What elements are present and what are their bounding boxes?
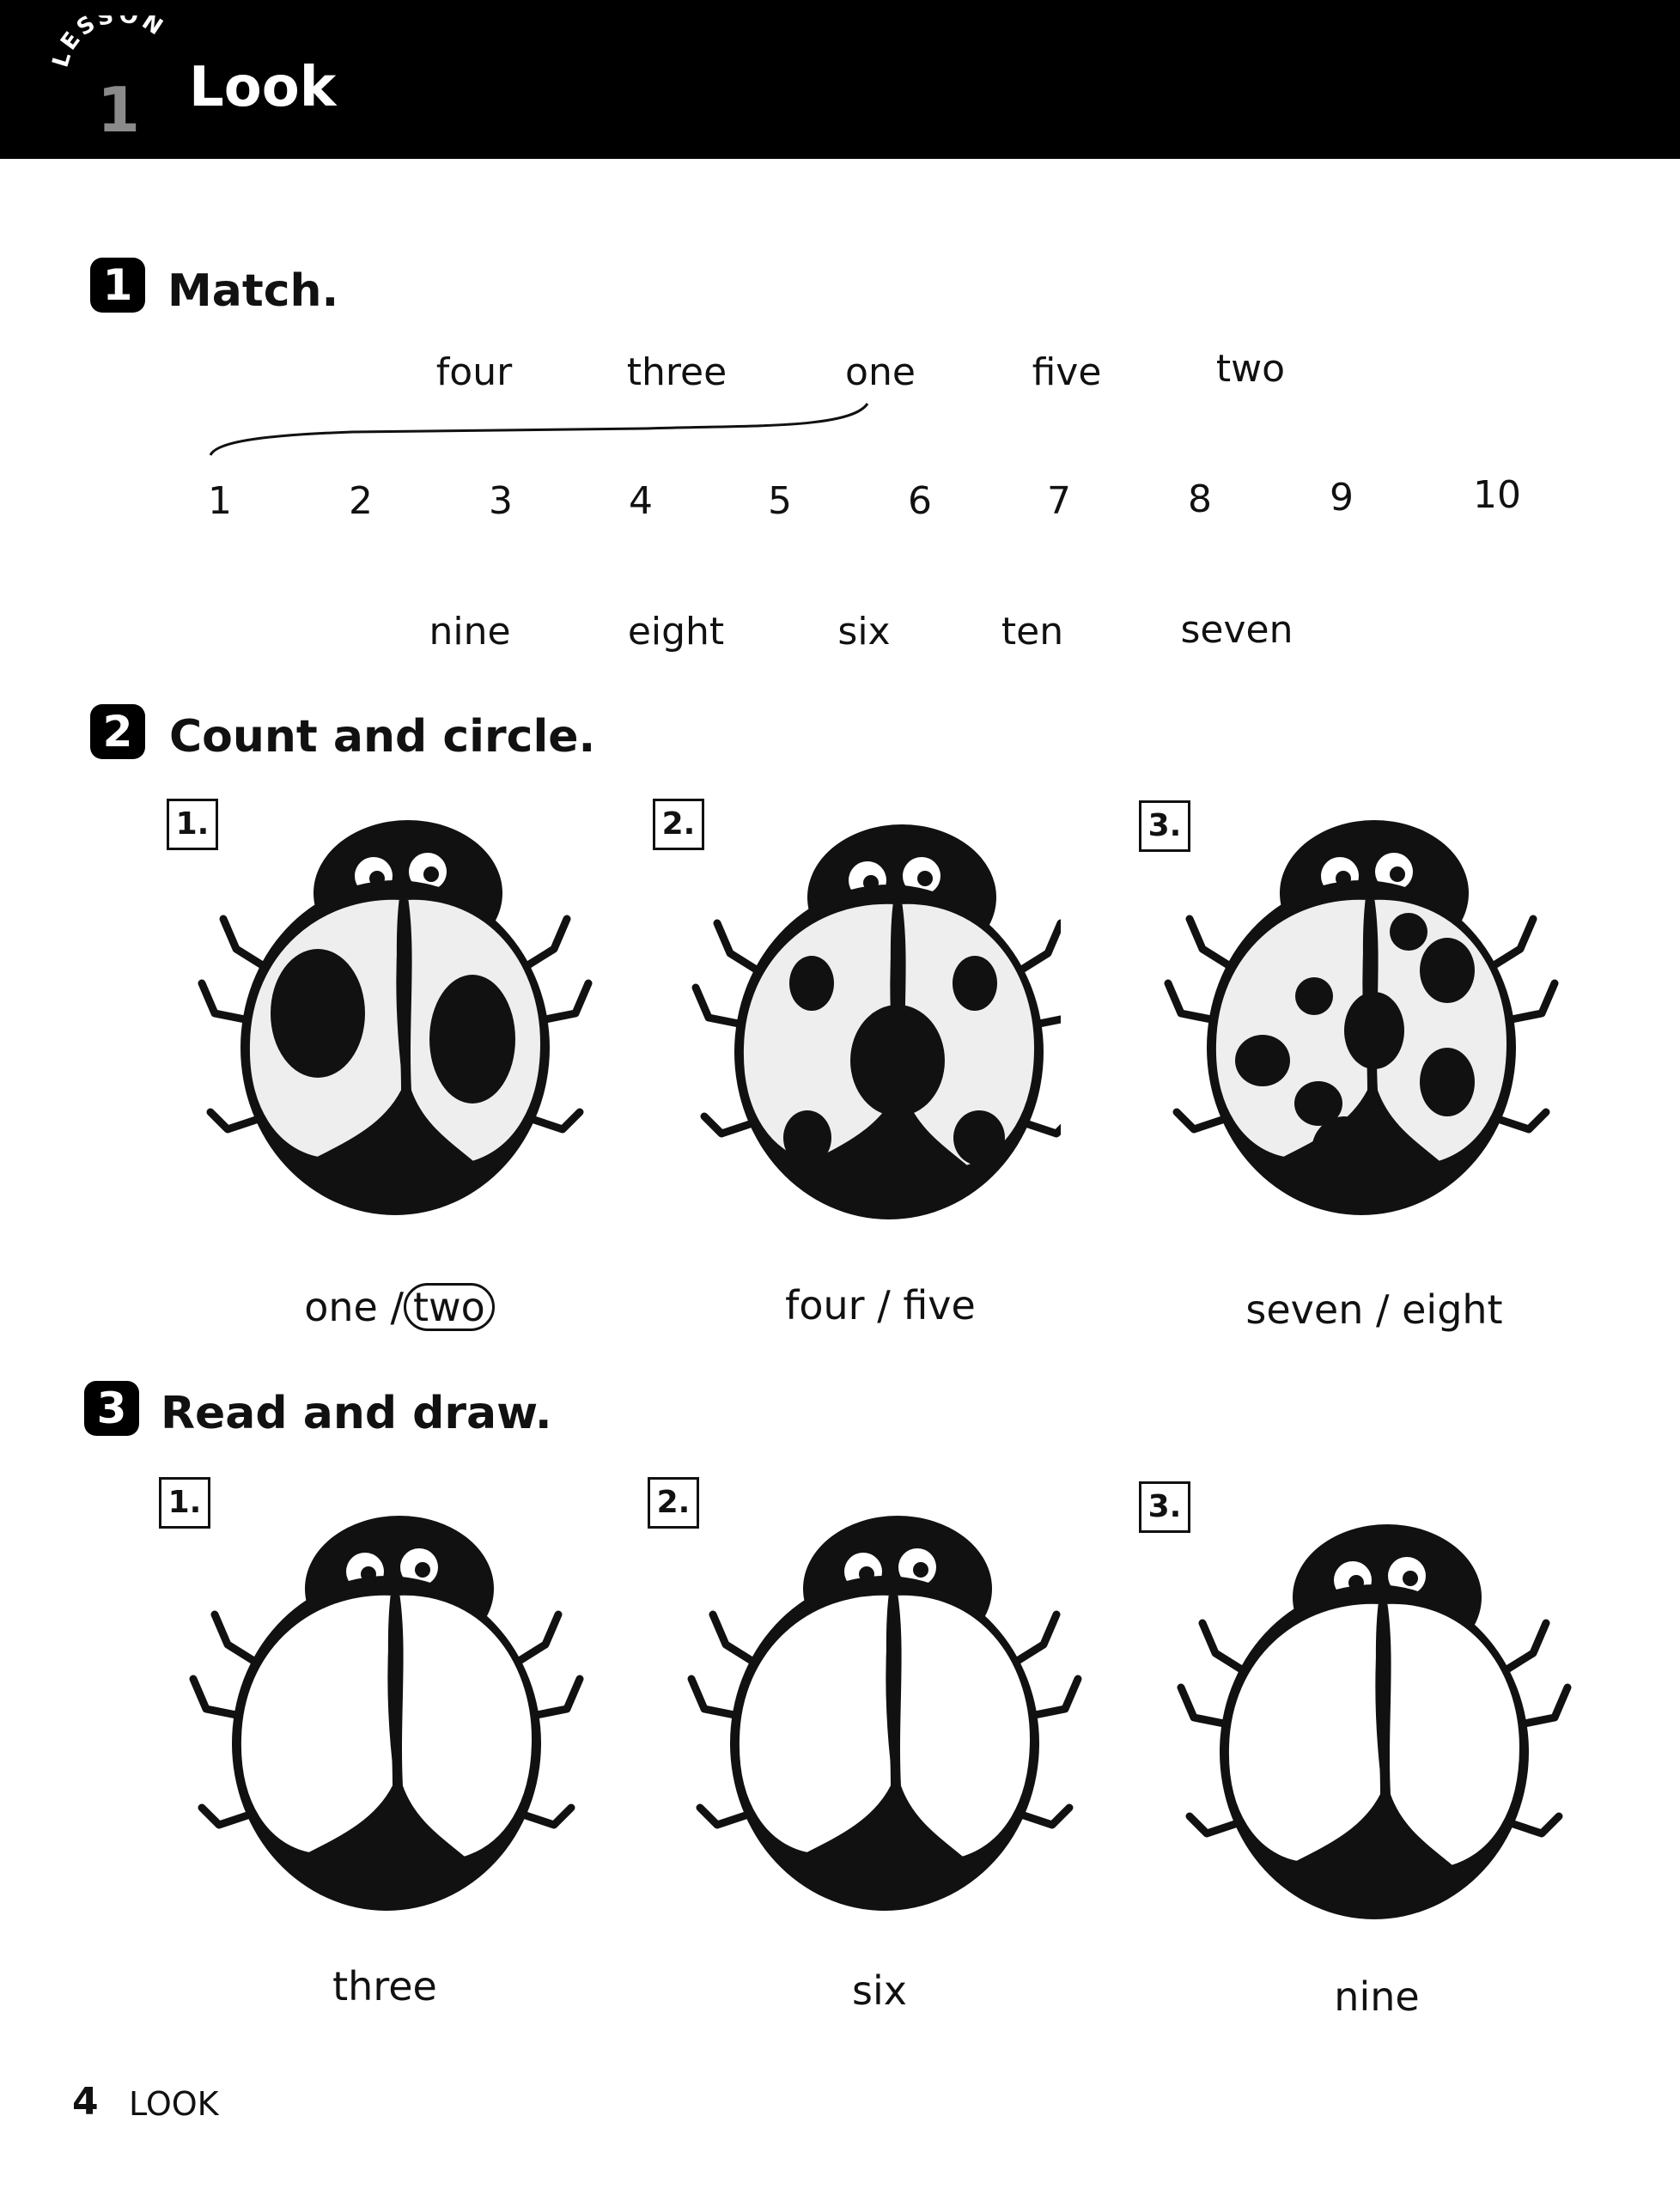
count-answer-choice[interactable] xyxy=(210,1283,588,1331)
draw-instruction-word: three xyxy=(332,1963,437,2010)
ladybug-wing-left xyxy=(1227,1602,1383,1864)
ladybug-spot xyxy=(1420,938,1475,1003)
answer-separator: / xyxy=(377,1284,404,1330)
answer-option[interactable]: five xyxy=(903,1282,976,1329)
section-3-title: Read and draw. xyxy=(161,1388,552,1439)
section-3-number: 3 xyxy=(84,1381,139,1436)
section-1-title: Match. xyxy=(167,265,339,317)
draw-instruction-word: nine xyxy=(1334,1973,1420,2020)
ladybug-wing-right xyxy=(1385,1602,1522,1868)
answer-option[interactable]: four xyxy=(785,1282,865,1329)
item-number-box: 2. xyxy=(648,1477,699,1529)
count-answer-choice[interactable] xyxy=(1185,1286,1563,1333)
footer-label: LOOK xyxy=(129,2085,219,2123)
match-bottom-word[interactable]: six xyxy=(837,610,891,654)
item-number-box: 3. xyxy=(1139,800,1190,852)
match-top-word[interactable]: one xyxy=(845,350,916,394)
ladybug-outline-drawing-area[interactable] xyxy=(679,1494,1091,1924)
section-1-number: 1 xyxy=(90,258,145,313)
match-bottom-word[interactable]: nine xyxy=(429,610,511,654)
item-number-box: 1. xyxy=(167,799,218,850)
lesson-badge xyxy=(52,15,206,153)
ladybug-outline-drawing-area[interactable] xyxy=(180,1494,593,1924)
svg-text:LESSON xyxy=(52,15,170,70)
item-number-box: 3. xyxy=(1139,1481,1190,1533)
lesson-badge-graphic xyxy=(52,15,206,153)
item-number-box: 1. xyxy=(159,1477,210,1529)
ladybug-spot xyxy=(783,1110,831,1165)
match-top-word[interactable]: four xyxy=(435,350,513,394)
page-title: Look xyxy=(189,56,337,119)
ladybug-spot xyxy=(953,956,997,1011)
match-bottom-word[interactable]: eight xyxy=(627,610,725,654)
ladybug-pupil xyxy=(423,866,439,882)
ladybug-spot xyxy=(1344,992,1404,1069)
match-top-word[interactable]: five xyxy=(1032,350,1102,394)
match-number[interactable]: 4 xyxy=(629,479,653,523)
ladybug-pupil xyxy=(913,1562,928,1578)
answer-separator: / xyxy=(1363,1286,1403,1333)
ladybug-pupil xyxy=(1403,1571,1418,1586)
ladybug-spot xyxy=(850,1005,945,1116)
ladybug-spot xyxy=(789,956,834,1011)
ladybug-spot xyxy=(429,975,515,1104)
match-number[interactable]: 8 xyxy=(1188,477,1212,521)
match-top-word[interactable]: two xyxy=(1215,347,1286,391)
match-number[interactable]: 9 xyxy=(1330,476,1354,520)
answer-separator: / xyxy=(864,1282,904,1329)
match-number[interactable]: 3 xyxy=(489,479,513,523)
ladybug-spot xyxy=(1295,977,1333,1015)
ladybug-spot xyxy=(953,1110,1005,1165)
ladybug-pupil xyxy=(1390,866,1405,882)
draw-instruction-word: six xyxy=(852,1967,907,2014)
count-answer-choice[interactable] xyxy=(691,1282,1069,1329)
ladybug-outline-drawing-area[interactable] xyxy=(1168,1503,1580,1932)
ladybug-spot xyxy=(1235,1035,1290,1086)
lesson-word: ESSON xyxy=(56,15,170,56)
answer-option[interactable]: seven xyxy=(1245,1286,1364,1333)
match-number[interactable]: 6 xyxy=(908,479,932,523)
ladybug-wing-left xyxy=(239,1593,395,1855)
match-number[interactable]: 7 xyxy=(1047,479,1071,523)
ladybug-wing-right xyxy=(397,1593,534,1859)
answer-option[interactable]: one xyxy=(304,1284,378,1330)
ladybug-pupil xyxy=(415,1562,430,1578)
ladybug-image xyxy=(189,799,601,1228)
section-2-title: Count and circle. xyxy=(169,711,596,763)
ladybug-spot xyxy=(1312,1116,1377,1185)
lesson-header-bar xyxy=(0,0,1680,159)
ladybug-spot xyxy=(271,949,365,1078)
match-bottom-word[interactable]: ten xyxy=(1001,610,1064,654)
match-top-word[interactable]: three xyxy=(626,350,727,394)
match-number[interactable]: 2 xyxy=(349,479,373,523)
ladybug-pupil xyxy=(917,871,933,886)
match-bottom-word[interactable]: seven xyxy=(1180,608,1293,652)
ladybug-wing-right xyxy=(895,1593,1032,1859)
page-number: 4 xyxy=(72,2080,99,2124)
ladybug-image xyxy=(683,803,1061,1232)
ladybug-spot xyxy=(1390,913,1427,951)
example-match-line xyxy=(198,391,885,468)
ladybug-wing-left xyxy=(737,1593,893,1855)
ladybug-spot xyxy=(1420,1048,1475,1116)
section-2-number: 2 xyxy=(90,704,145,759)
item-number-box: 2. xyxy=(653,799,704,850)
match-number[interactable]: 10 xyxy=(1473,473,1521,517)
lesson-number: 1 xyxy=(96,74,141,146)
match-number[interactable]: 1 xyxy=(208,479,232,523)
match-number[interactable]: 5 xyxy=(768,479,792,523)
ladybug-image xyxy=(1155,799,1585,1237)
circled-answer-option[interactable]: two xyxy=(404,1283,495,1331)
answer-option[interactable]: eight xyxy=(1402,1286,1503,1333)
